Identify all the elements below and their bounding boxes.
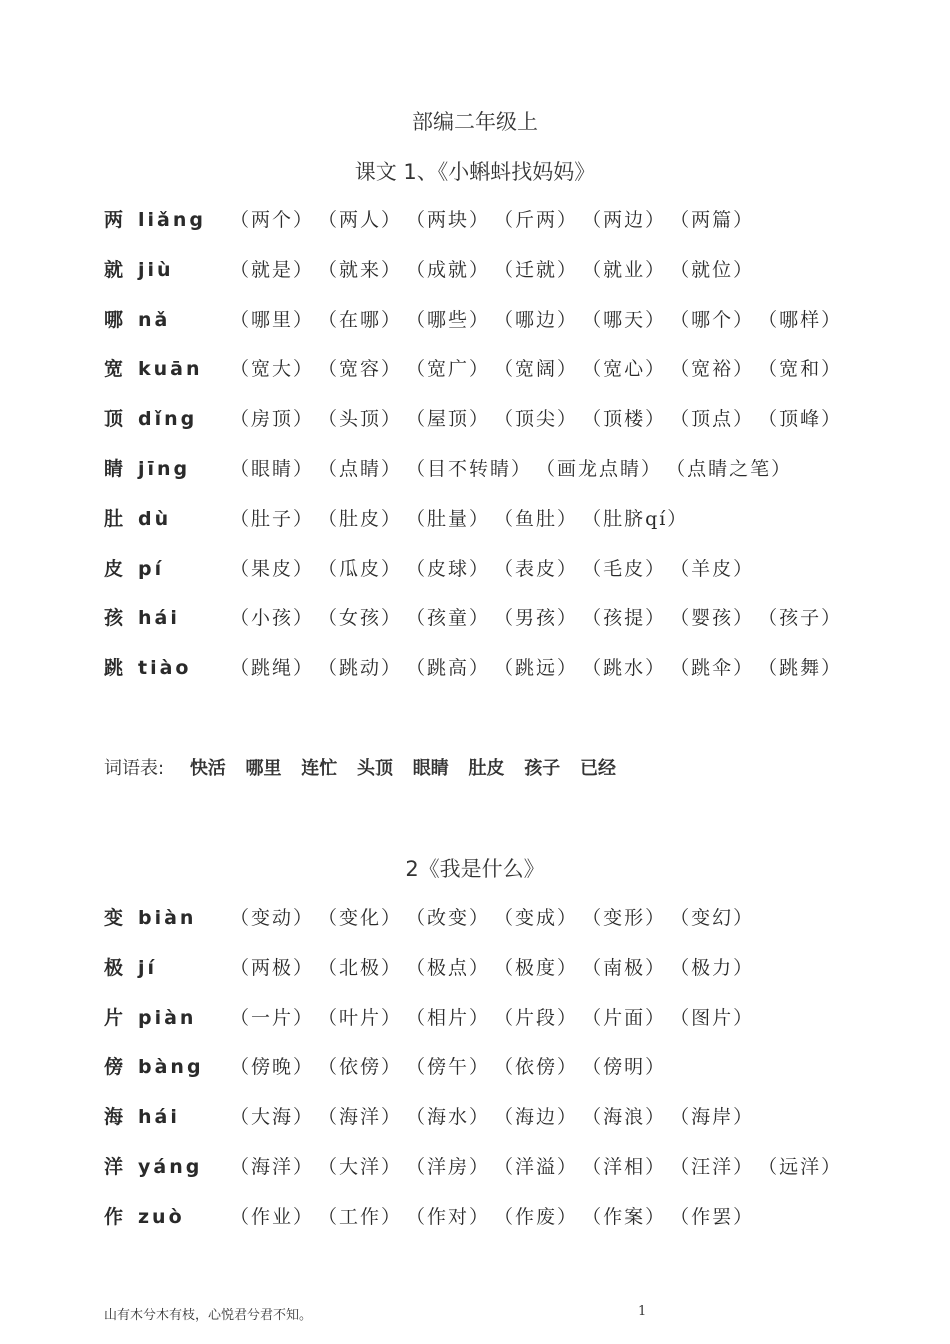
entry-character: 孩: [104, 607, 124, 630]
entry-word: （极度）: [494, 956, 579, 979]
entry-pinyin: zuò: [138, 1205, 185, 1228]
entry-pinyin: tiào: [138, 657, 192, 680]
entry-word: （成就）: [406, 258, 491, 281]
character-entry: [104, 1201, 910, 1251]
entry-word: （叶片）: [318, 1006, 403, 1029]
lesson2-title: 2《我是什么》: [405, 857, 545, 881]
entry-word: （远洋）: [758, 1155, 843, 1178]
entry-word: （变形）: [582, 907, 667, 929]
entry-word: （哪边）: [494, 308, 579, 331]
entry-word: （就来）: [318, 258, 403, 281]
entry-word: （作业）: [230, 1205, 315, 1228]
entry-word: （变动）: [230, 907, 315, 929]
entry-word: （画龙点睛）: [536, 457, 663, 480]
entry-word: （海边）: [494, 1106, 579, 1129]
entry-word: （两篇）: [670, 209, 755, 231]
character-entry: [104, 453, 910, 503]
entry-character: 作: [104, 1205, 124, 1228]
entry-word: （作对）: [406, 1205, 491, 1228]
character-entry: [104, 602, 910, 652]
entry-word: （皮球）: [406, 557, 491, 580]
character-entry: [104, 902, 910, 952]
entry-word: （极力）: [670, 956, 755, 979]
entry-word: （作废）: [494, 1205, 579, 1228]
entry-character: 宽: [104, 358, 124, 381]
entry-word: （宽心）: [582, 358, 667, 381]
entry-word: （南极）: [582, 956, 667, 979]
entry-word: （跳高）: [406, 657, 491, 680]
entry-word: （海洋）: [230, 1155, 315, 1178]
entry-pinyin: yáng: [138, 1155, 203, 1178]
entry-word: （傍晚）: [230, 1056, 315, 1079]
vocabulary-word: 头顶: [357, 758, 394, 779]
character-entry: [104, 952, 910, 1002]
entry-pinyin: dù: [138, 507, 172, 530]
entry-word: （目不转睛）: [406, 457, 533, 480]
entry-character: 哪: [104, 308, 124, 331]
entry-word: （海水）: [406, 1106, 491, 1129]
entry-word: （点睛）: [318, 457, 403, 480]
page-number: 1: [638, 1304, 647, 1319]
vocabulary-word: 哪里: [245, 758, 282, 779]
lesson1-title: 课文 1、《小蝌蚪找妈妈》: [354, 160, 596, 184]
entry-character: 傍: [104, 1056, 124, 1079]
entry-word: （房顶）: [230, 408, 315, 431]
entry-character: 片: [104, 1006, 124, 1029]
vocabulary-word: 孩子: [524, 758, 561, 779]
entry-word: （哪些）: [406, 308, 491, 331]
entry-word: （哪里）: [230, 308, 315, 331]
entry-pinyin: hái: [138, 607, 180, 630]
character-entry: [104, 353, 910, 403]
page-title: 部编二年级上: [412, 110, 538, 134]
entry-pinyin: dǐng: [138, 408, 198, 431]
entry-character: 肚: [104, 507, 124, 530]
entry-word: （男孩）: [494, 607, 579, 630]
entry-word: （女孩）: [318, 607, 403, 630]
entry-word: （孩童）: [406, 607, 491, 630]
entry-word: （跳绳）: [230, 657, 315, 680]
entry-word: （跳水）: [582, 657, 667, 680]
entry-character: 皮: [104, 557, 124, 580]
entry-word: （就位）: [670, 258, 755, 281]
entry-word: （汪洋）: [670, 1155, 755, 1178]
entry-pinyin: jiù: [138, 258, 174, 281]
entry-word: （变成）: [494, 907, 579, 929]
entry-word: （洋溢）: [494, 1155, 579, 1178]
entry-pinyin: piàn: [138, 1006, 197, 1029]
entry-word: （洋房）: [406, 1155, 491, 1178]
entry-word: （洋相）: [582, 1155, 667, 1178]
entry-pinyin: bàng: [138, 1056, 204, 1079]
entry-word: （作罢）: [670, 1205, 755, 1228]
entry-word: （跳远）: [494, 657, 579, 680]
entry-word: （毛皮）: [582, 557, 667, 580]
entry-character: 两: [104, 209, 124, 231]
entry-word: （依傍）: [494, 1056, 579, 1079]
entry-word: （肚脐qí）: [582, 507, 689, 530]
entry-word: （跳伞）: [670, 657, 755, 680]
entry-word: （两个）: [230, 209, 315, 231]
entry-pinyin: hái: [138, 1106, 180, 1129]
entry-word: （傍明）: [582, 1056, 667, 1079]
character-entry: [104, 1002, 910, 1052]
entry-word: （头顶）: [318, 408, 403, 431]
entry-word: （大海）: [230, 1106, 315, 1129]
entry-word: （改变）: [406, 907, 491, 929]
entry-word: （跳动）: [318, 657, 403, 680]
entry-word: （海浪）: [582, 1106, 667, 1129]
entry-word: （斤两）: [494, 209, 579, 231]
entry-word: （羊皮）: [670, 557, 755, 580]
entry-character: 极: [104, 956, 124, 979]
entry-word: （宽裕）: [670, 358, 755, 381]
entry-word: （作案）: [582, 1205, 667, 1228]
entry-pinyin: jí: [138, 956, 158, 979]
entry-character: 海: [104, 1106, 124, 1129]
entry-word: （迁就）: [494, 258, 579, 281]
entry-word: （北极）: [318, 956, 403, 979]
entry-word: （鱼肚）: [494, 507, 579, 530]
entry-word: （大洋）: [318, 1155, 403, 1178]
entry-word: （哪个）: [670, 308, 755, 331]
lesson1-entry-list: [104, 204, 910, 702]
entry-pinyin: liǎng: [138, 209, 206, 231]
entry-word: （哪样）: [758, 308, 843, 331]
entry-word: （海洋）: [318, 1106, 403, 1129]
character-entry: [104, 204, 910, 254]
entry-pinyin: jīng: [138, 457, 191, 480]
entry-word: （屋顶）: [406, 408, 491, 431]
entry-word: （变化）: [318, 907, 403, 929]
entry-character: 跳: [104, 657, 124, 680]
entry-word: （依傍）: [318, 1056, 403, 1079]
entry-pinyin: pí: [138, 557, 165, 580]
entry-word: （图片）: [670, 1006, 755, 1029]
entry-word: （相片）: [406, 1006, 491, 1029]
entry-word: （孩提）: [582, 607, 667, 630]
entry-pinyin: nǎ: [138, 308, 171, 331]
entry-word: （跳舞）: [758, 657, 843, 680]
entry-word: （孩子）: [758, 607, 843, 630]
character-entry: [104, 304, 910, 354]
entry-pinyin: biàn: [138, 907, 197, 929]
entry-character: 睛: [104, 457, 124, 480]
entry-pinyin: kuān: [138, 358, 203, 381]
character-entry: [104, 1051, 910, 1101]
entry-word: （顶峰）: [758, 408, 843, 431]
entry-word: （两块）: [406, 209, 491, 231]
entry-word: （肚量）: [406, 507, 491, 530]
entry-word: （就业）: [582, 258, 667, 281]
entry-word: （哪天）: [582, 308, 667, 331]
character-entry: [104, 254, 910, 304]
entry-character: 洋: [104, 1155, 124, 1178]
entry-word: （一片）: [230, 1006, 315, 1029]
entry-word: （顶楼）: [582, 408, 667, 431]
entry-word: （傍午）: [406, 1056, 491, 1079]
character-entry: [104, 403, 910, 453]
character-entry: [104, 503, 910, 553]
entry-word: （果皮）: [230, 557, 315, 580]
lesson2-entry-list: [104, 902, 910, 1251]
entry-word: （婴孩）: [670, 607, 755, 630]
entry-word: （两人）: [318, 209, 403, 231]
entry-word: （宽容）: [318, 358, 403, 381]
entry-word: （肚皮）: [318, 507, 403, 530]
entry-word: （海岸）: [670, 1106, 755, 1129]
vocabulary-label: 词语表:: [104, 758, 165, 779]
entry-word: （两极）: [230, 956, 315, 979]
vocabulary-word: 肚皮: [468, 758, 505, 779]
vocabulary-word: 连忙: [301, 758, 338, 779]
entry-word: （片面）: [582, 1006, 667, 1029]
entry-word: （片段）: [494, 1006, 579, 1029]
entry-word: （点睛之笔）: [666, 457, 793, 480]
entry-word: （顶尖）: [494, 408, 579, 431]
vocabulary-word: 快活: [189, 758, 226, 779]
footer-text: 山有木兮木有枝，心悦君兮君不知。: [104, 1308, 313, 1323]
entry-character: 顶: [104, 408, 124, 431]
entry-word: （两边）: [582, 209, 667, 231]
entry-word: （表皮）: [494, 557, 579, 580]
entry-word: （宽广）: [406, 358, 491, 381]
character-entry: [104, 1101, 910, 1151]
vocabulary-list: [104, 754, 630, 780]
entry-word: （眼睛）: [230, 457, 315, 480]
entry-character: 就: [104, 258, 124, 281]
entry-word: （就是）: [230, 258, 315, 281]
entry-word: （小孩）: [230, 607, 315, 630]
entry-word: （在哪）: [318, 308, 403, 331]
entry-character: 变: [104, 907, 124, 929]
vocabulary-word: 已经: [579, 758, 616, 779]
entry-word: （工作）: [318, 1205, 403, 1228]
entry-word: （瓜皮）: [318, 557, 403, 580]
entry-word: （极点）: [406, 956, 491, 979]
entry-word: （肚子）: [230, 507, 315, 530]
entry-word: （宽阔）: [494, 358, 579, 381]
entry-word: （宽大）: [230, 358, 315, 381]
entry-word: （变幻）: [670, 907, 755, 929]
entry-word: （顶点）: [670, 408, 755, 431]
character-entry: [104, 652, 910, 702]
vocabulary-word: 眼睛: [412, 758, 449, 779]
character-entry: [104, 1151, 910, 1201]
entry-word: （宽和）: [758, 358, 843, 381]
character-entry: [104, 553, 910, 603]
